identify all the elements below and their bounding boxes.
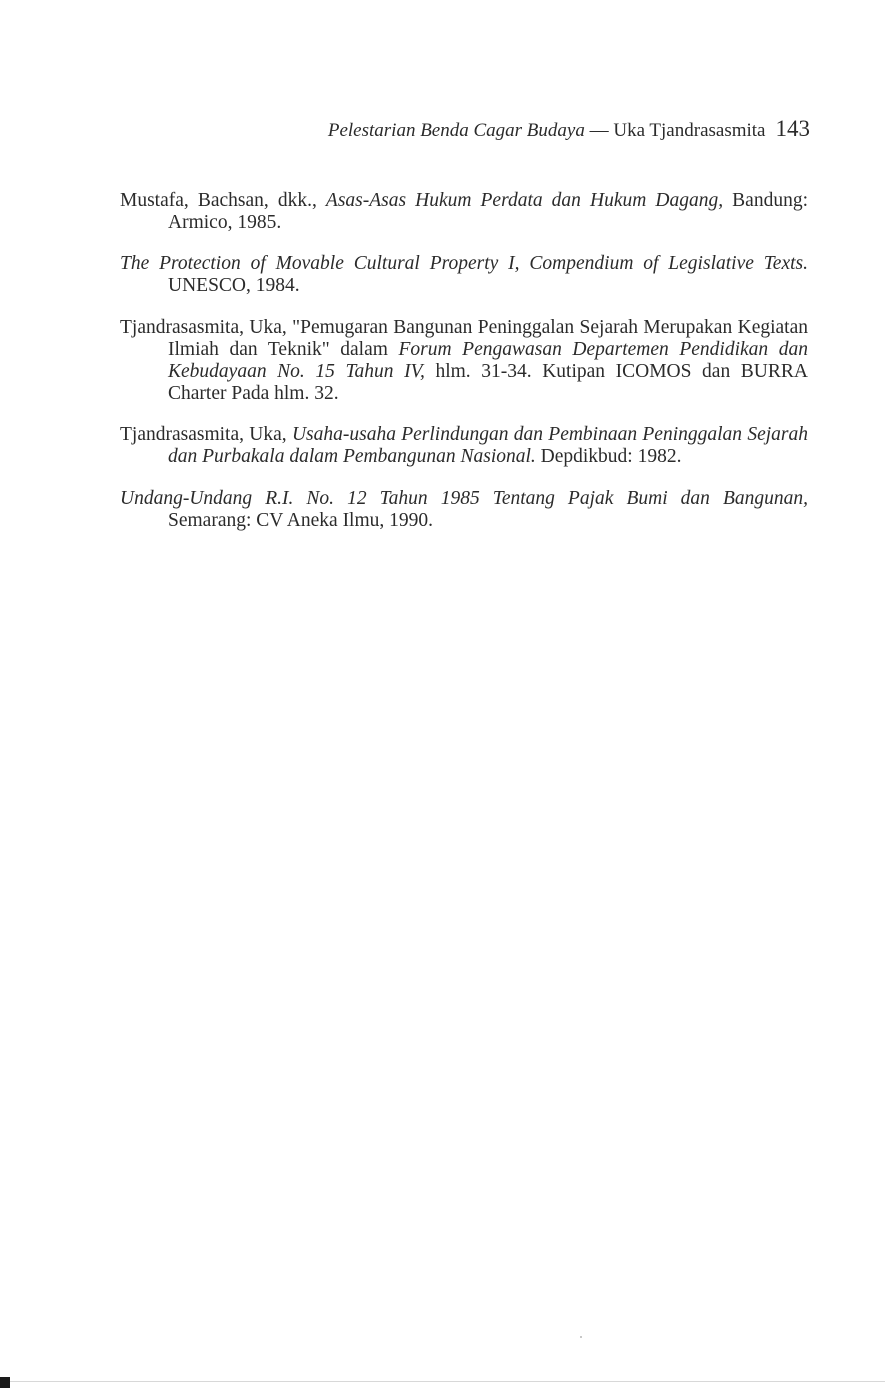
entry-publication: Depdikbud: 1982. bbox=[535, 446, 682, 467]
header-author: Uka Tjandrasasmita bbox=[613, 120, 766, 141]
running-header bbox=[120, 116, 810, 144]
entry-author: Mustafa, Bachsan, dkk., bbox=[120, 189, 326, 211]
bibliography-entry bbox=[120, 253, 808, 297]
scan-edge-line bbox=[10, 1381, 885, 1382]
scan-edge-mark bbox=[0, 1377, 10, 1388]
entry-publication: hlm. 31-34. Kutipan ICOMOS dan BURRA Charter Pada hlm. 32. bbox=[168, 360, 808, 404]
header-separator: — bbox=[584, 120, 614, 141]
bibliography-entry bbox=[120, 488, 808, 532]
entry-author: Tjandrasasmita, Uka, "Pemugaran Bangunan Peninggalan Sejarah Merupakan Kegiatan Ilmiah dan Teknik" dalam bbox=[120, 316, 808, 360]
bibliography-list bbox=[120, 170, 808, 548]
entry-title: Asas-Asas Hukum Perdata dan Hukum Dagang, bbox=[325, 189, 724, 211]
page-number: 143 bbox=[775, 116, 810, 141]
entry-author: Tjandrasasmita, Uka, bbox=[120, 424, 292, 445]
bibliography-entry bbox=[120, 317, 808, 405]
entry-publication: Bandung: Armico, 1985. bbox=[168, 189, 808, 233]
bibliography-entry bbox=[120, 190, 808, 234]
entry-title: Usaha-usaha Perlindungan dan Pembinaan Peninggalan Sejarah dan Purbakala dalam Pembangunan Nasional. bbox=[168, 424, 808, 467]
entry-publication: UNESCO, 1984. bbox=[168, 275, 300, 296]
entry-publication: Semarang: CV Aneka Ilmu, 1990. bbox=[168, 509, 434, 531]
entry-title: Undang-Undang R.I. No. 12 Tahun 1985 Tentang Pajak Bumi dan Bangunan, bbox=[120, 487, 808, 509]
entry-title: The Protection of Movable Cultural Property I, Compendium of Legislative Texts. bbox=[120, 253, 808, 274]
scan-speck bbox=[580, 1336, 582, 1338]
entry-title: Forum Pengawasan Departemen Pendidikan dan Kebudayaan No. 15 Tahun IV, bbox=[168, 338, 808, 382]
header-book-title: Pelestarian Benda Cagar Budaya bbox=[327, 120, 585, 141]
bibliography-entry bbox=[120, 424, 808, 468]
